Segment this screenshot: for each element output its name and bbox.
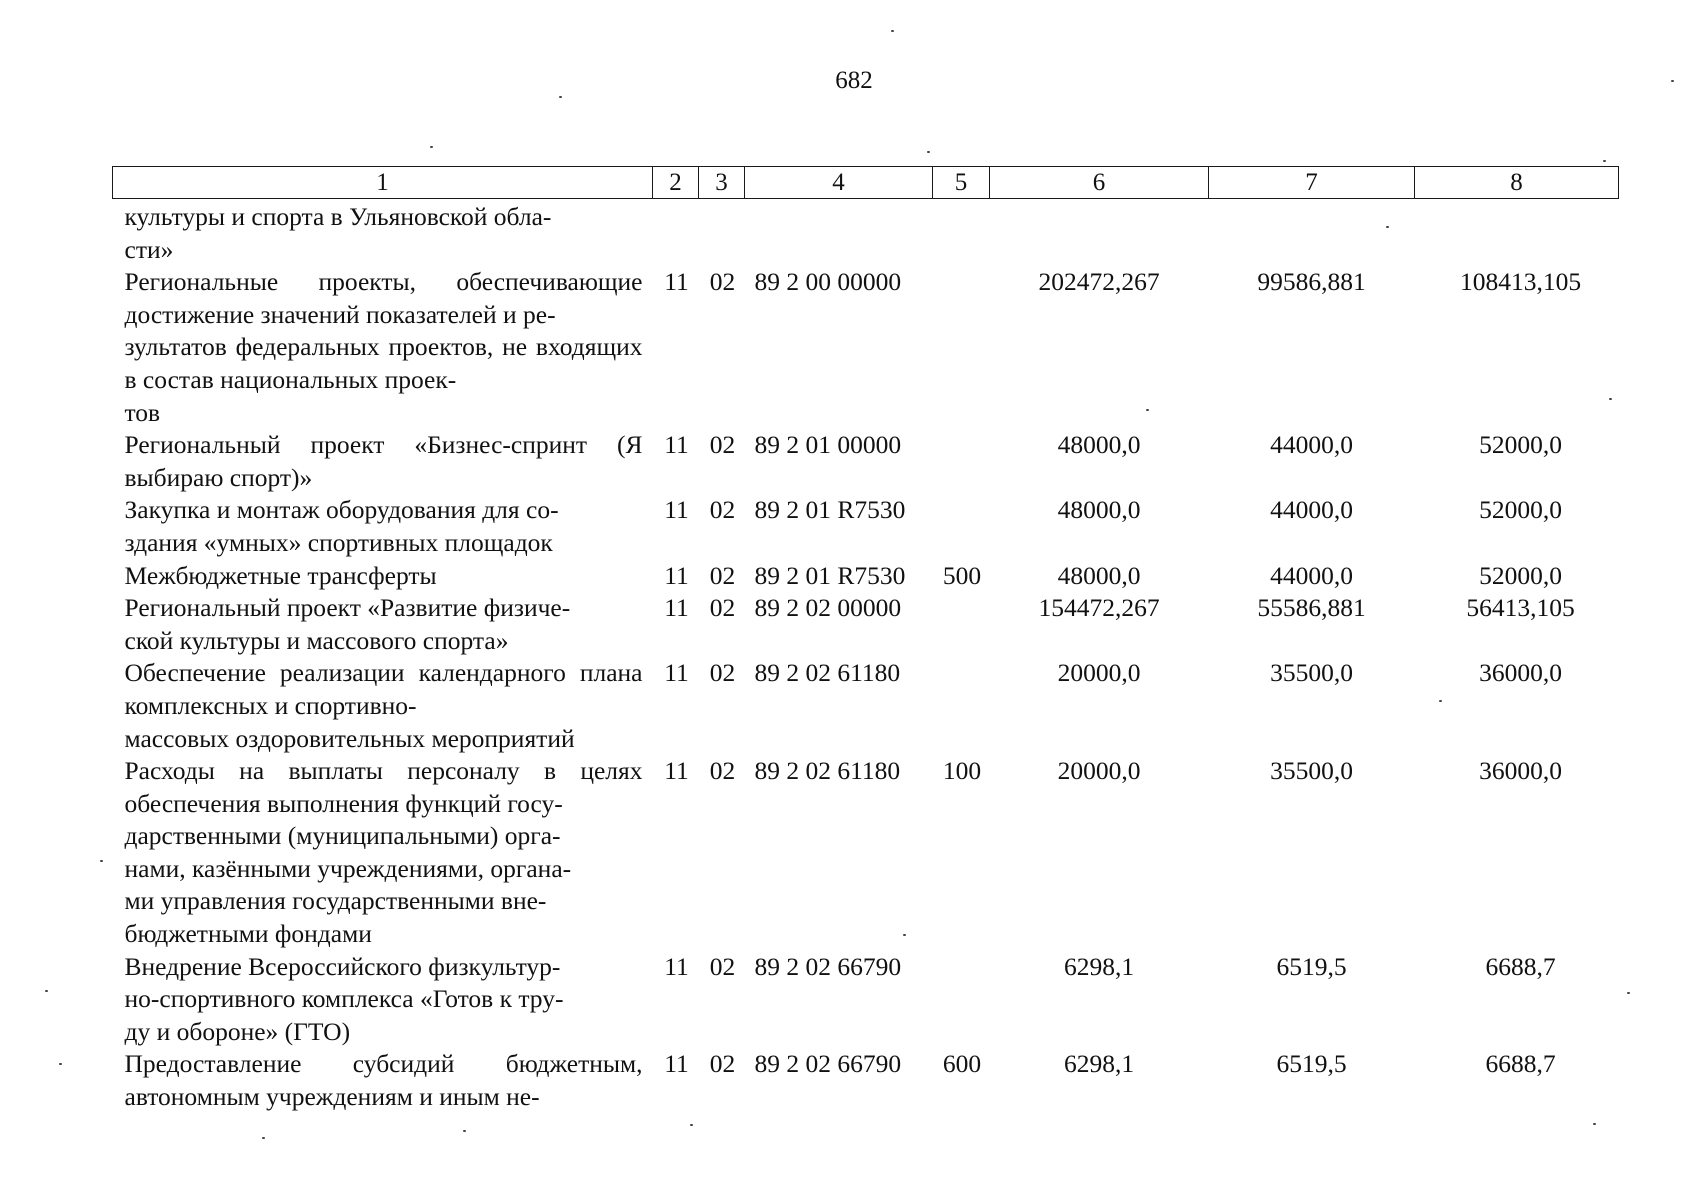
row-section: 11 xyxy=(664,951,689,981)
table-row xyxy=(113,657,1619,755)
table-body xyxy=(113,199,1619,1114)
row-amount-year2: 44000,0 xyxy=(1270,495,1353,525)
row-amount-year3: 52000,0 xyxy=(1479,495,1562,525)
row-amount-year3: 6688,7 xyxy=(1485,951,1556,981)
row-amount-year1: 20000,0 xyxy=(1057,658,1141,688)
page-number: 682 xyxy=(835,67,873,94)
row-expense-type xyxy=(933,657,990,755)
header-col-7: 7 xyxy=(1209,167,1415,199)
row-amount-year1: 154472,267 xyxy=(1038,593,1160,623)
row-name: Региональные проекты, обеспечивающие достижение значений показателей и ре- зультатов федеральных проектов, не входящих в состав национальных проек- тов xyxy=(124,267,643,427)
row-amount-year1: 202472,267 xyxy=(1038,267,1160,297)
row-section: 11 xyxy=(664,1049,689,1079)
row-subsection: 02 xyxy=(709,756,736,786)
table-row xyxy=(113,199,1619,267)
row-amount-year1: 6298,1 xyxy=(1063,951,1135,981)
row-expense-type xyxy=(933,494,990,559)
row-amount-year3: 52000,0 xyxy=(1479,560,1562,590)
scan-speck xyxy=(1439,700,1442,702)
row-name: Внедрение Всероссийского физкультур- но-спортивного комплекса «Готов к тру- ду и обороне» (ГТО) xyxy=(124,951,564,1046)
row-subsection: 02 xyxy=(709,951,736,981)
row-expense-type xyxy=(933,199,990,267)
row-name: Расходы на выплаты персоналу в целях обеспечения выполнения функций госу- дарственными (муниципальными) орга- нами, казёнными учреждениями, органа- ми управления государственными вне- бюджетными фондами xyxy=(124,756,643,949)
row-section: 11 xyxy=(664,495,689,525)
row-expense-type xyxy=(933,266,990,429)
row-amount-year3: 36000,0 xyxy=(1479,658,1562,688)
row-target-article: 89 2 02 61180 xyxy=(754,658,901,688)
table-header xyxy=(113,167,1619,199)
row-section: 11 xyxy=(664,430,689,460)
row-amount-year2: 99586,881 xyxy=(1257,267,1366,297)
row-amount-year2: 44000,0 xyxy=(1270,430,1353,460)
row-name: Межбюджетные трансферты xyxy=(124,560,437,590)
row-target-article xyxy=(745,199,933,267)
row-name: Региональный проект «Развитие физиче- ской культуры и массового спорта» xyxy=(124,593,571,655)
row-amount-year1 xyxy=(990,199,1209,267)
row-subsection: 02 xyxy=(709,495,736,525)
row-amount-year1: 48000,0 xyxy=(1057,495,1141,525)
row-amount-year2: 6519,5 xyxy=(1276,1049,1347,1079)
row-amount-year3: 56413,105 xyxy=(1466,593,1575,623)
table-row xyxy=(113,951,1619,1049)
row-name: Закупка и монтаж оборудования для со- здания «умных» спортивных площадок xyxy=(124,495,559,557)
scan-speck xyxy=(463,1130,466,1132)
row-section: 11 xyxy=(664,267,689,297)
row-amount-year1: 48000,0 xyxy=(1057,430,1141,460)
scan-speck xyxy=(1671,80,1674,82)
row-subsection: 02 xyxy=(709,658,736,688)
row-amount-year3: 6688,7 xyxy=(1485,1049,1556,1079)
row-amount-year3: 36000,0 xyxy=(1479,756,1562,786)
row-section: 11 xyxy=(664,593,689,623)
row-target-article: 89 2 02 61180 xyxy=(754,756,901,786)
row-amount-year2: 35500,0 xyxy=(1270,658,1353,688)
row-amount-year1: 20000,0 xyxy=(1057,756,1141,786)
row-amount-year2: 35500,0 xyxy=(1270,756,1353,786)
scan-speck xyxy=(1627,992,1630,994)
row-target-article: 89 2 01 00000 xyxy=(754,430,902,460)
row-section xyxy=(653,199,699,267)
row-amount-year1: 6298,1 xyxy=(1063,1049,1135,1079)
scan-speck xyxy=(1146,409,1149,411)
row-target-article: 89 2 02 66790 xyxy=(754,1049,902,1079)
header-col-6: 6 xyxy=(990,167,1209,199)
table-row xyxy=(113,755,1619,951)
row-name: Обеспечение реализации календарного плана комплексных и спортивно- массовых оздоровительных мероприятий xyxy=(124,658,643,753)
row-target-article: 89 2 00 00000 xyxy=(754,267,902,297)
row-amount-year3 xyxy=(1415,199,1619,267)
row-amount-year3: 108413,105 xyxy=(1459,267,1582,297)
header-row xyxy=(113,167,1619,199)
row-expense-type xyxy=(933,592,990,657)
scan-speck xyxy=(1593,1123,1596,1125)
table-row xyxy=(113,429,1619,494)
table-row xyxy=(113,266,1619,429)
header-col-1: 1 xyxy=(113,167,653,199)
scan-speck xyxy=(1603,160,1606,162)
scan-speck xyxy=(903,934,906,936)
row-subsection xyxy=(699,199,745,267)
row-expense-type: 100 xyxy=(942,756,982,786)
row-section: 11 xyxy=(664,560,689,590)
scan-speck xyxy=(690,1124,693,1126)
header-col-5: 5 xyxy=(933,167,990,199)
row-amount-year2 xyxy=(1209,199,1415,267)
row-target-article: 89 2 01 R7530 xyxy=(754,560,906,590)
budget-table xyxy=(112,166,1619,1114)
header-col-4: 4 xyxy=(745,167,933,199)
scan-speck xyxy=(59,1063,62,1065)
row-subsection: 02 xyxy=(709,1049,736,1079)
scan-speck xyxy=(559,96,562,98)
row-amount-year2: 6519,5 xyxy=(1276,951,1347,981)
header-col-2: 2 xyxy=(653,167,699,199)
scan-speck xyxy=(430,146,433,148)
row-expense-type xyxy=(933,429,990,494)
scan-speck xyxy=(262,1137,265,1139)
table-row xyxy=(113,494,1619,559)
scan-speck xyxy=(45,990,48,992)
row-expense-type xyxy=(933,951,990,1049)
row-subsection: 02 xyxy=(709,560,736,590)
table-row xyxy=(113,592,1619,657)
row-amount-year3: 52000,0 xyxy=(1479,430,1562,460)
scan-speck xyxy=(927,151,930,153)
row-target-article: 89 2 02 00000 xyxy=(754,593,902,623)
row-subsection: 02 xyxy=(709,267,736,297)
row-subsection: 02 xyxy=(709,430,736,460)
table-row xyxy=(113,560,1619,593)
row-section: 11 xyxy=(664,658,689,688)
header-col-8: 8 xyxy=(1415,167,1619,199)
row-amount-year2: 44000,0 xyxy=(1270,560,1353,590)
row-amount-year2: 55586,881 xyxy=(1257,593,1366,623)
row-target-article: 89 2 01 R7530 xyxy=(754,495,906,525)
scan-speck xyxy=(1386,226,1389,228)
row-target-article: 89 2 02 66790 xyxy=(754,951,902,981)
scan-speck xyxy=(891,30,894,32)
scan-speck xyxy=(100,860,103,862)
row-expense-type: 500 xyxy=(942,560,982,590)
row-amount-year1: 48000,0 xyxy=(1057,560,1141,590)
row-expense-type: 600 xyxy=(942,1049,982,1079)
row-name: Региональный проект «Бизнес-спринт (Я выбираю спорт)» xyxy=(124,430,643,492)
row-section: 11 xyxy=(664,756,689,786)
row-name: Предоставление субсидий бюджетным, автономным учреждениям и иным не- xyxy=(124,1049,643,1112)
row-subsection: 02 xyxy=(709,593,736,623)
header-col-3: 3 xyxy=(699,167,745,199)
row-name: культуры и спорта в Ульяновской обла- сти» xyxy=(124,202,552,264)
scan-speck xyxy=(1609,398,1612,400)
table-row xyxy=(113,1048,1619,1113)
